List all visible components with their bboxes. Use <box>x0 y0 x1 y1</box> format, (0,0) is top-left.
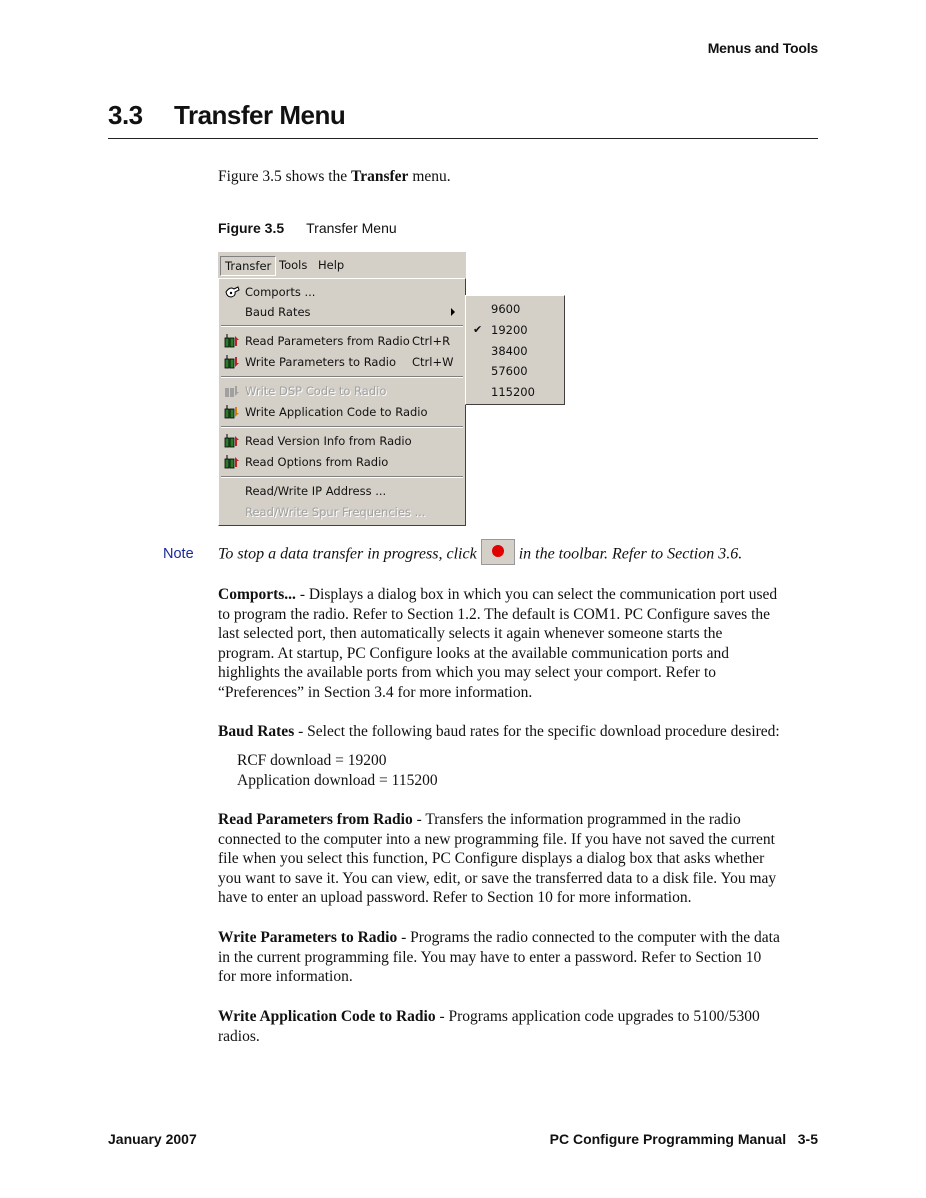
application-download: Application download = 115200 <box>237 772 438 789</box>
intro-pre: Figure 3.5 shows the <box>218 168 352 185</box>
section-number: 3.3 <box>108 100 143 130</box>
figure-caption-text: Transfer Menu <box>306 220 397 236</box>
menu-item-label: Read/Write Spur Frequencies ... <box>245 505 426 519</box>
menu-separator <box>221 476 463 478</box>
menu-item-label: Baud Rates <box>245 305 311 319</box>
note-label: Note <box>163 546 194 562</box>
baud-item-115200[interactable] <box>466 382 564 402</box>
baud-label: 57600 <box>491 364 528 378</box>
read-options-icon <box>224 455 241 469</box>
write-radio-icon <box>224 355 241 369</box>
menu-item-comports[interactable] <box>219 282 465 302</box>
menu-transfer[interactable]: Transfer <box>220 256 276 276</box>
baud-item-57600[interactable] <box>466 361 564 381</box>
menu-item-spur-frequencies <box>219 502 465 522</box>
menu-item-write-dsp-code <box>219 381 465 401</box>
menu-item-shortcut: Ctrl+R <box>412 334 451 348</box>
baud-label: 115200 <box>491 385 535 399</box>
read-radio-icon <box>224 334 241 348</box>
paragraph-line <box>218 1007 822 1027</box>
transfer-menu-screenshot <box>218 252 466 524</box>
read-version-icon <box>224 434 241 448</box>
heading-rule <box>108 138 818 139</box>
menu-item-write-parameters[interactable] <box>219 352 465 372</box>
write-dsp-icon <box>224 384 241 398</box>
menu-item-label: Read Options from Radio <box>245 455 389 469</box>
check-icon: ✔ <box>473 323 483 336</box>
paragraph-comports <box>218 585 822 703</box>
menu-item-label: Write DSP Code to Radio <box>245 384 387 398</box>
paragraph-write-parameters <box>218 928 822 987</box>
menu-item-label: Comports ... <box>245 285 316 299</box>
menu-separator <box>221 325 463 327</box>
submenu-arrow-icon <box>451 308 455 316</box>
menu-item-label: Write Parameters to Radio <box>245 355 397 369</box>
term-write-parameters: Write Parameters to Radio <box>218 929 398 946</box>
intro-post: menu. <box>408 168 451 185</box>
paragraph-line: “Preferences” in Section 3.4 for more information. <box>218 683 533 701</box>
term-write-application-code: Write Application Code to Radio <box>218 1008 436 1025</box>
write-app-icon <box>224 405 241 419</box>
note-text <box>218 545 742 565</box>
footer-title: PC Configure Programming Manual 3-5 <box>549 1131 818 1147</box>
baud-item-9600[interactable] <box>466 299 564 319</box>
intro-bold: Transfer <box>351 168 409 185</box>
menu-item-read-parameters[interactable] <box>219 331 465 351</box>
paragraph-read-parameters <box>218 810 822 908</box>
menu-item-ip-address[interactable] <box>219 481 465 501</box>
line-text: - Transfers the information programmed in the radio <box>412 811 741 828</box>
menu-item-shortcut: Ctrl+W <box>412 355 454 369</box>
baud-rates-submenu <box>465 295 565 405</box>
term-comports: Comports... <box>218 586 296 603</box>
menu-item-label: Read Parameters from Radio <box>245 334 410 348</box>
rcf-download: RCF download = 19200 <box>237 752 387 769</box>
term-baud-rates: Baud Rates <box>218 723 295 740</box>
menu-tools[interactable]: Tools <box>279 258 308 272</box>
paragraph-line: file when you select this function, PC Configure displays a dialog box that asks whether <box>218 850 765 868</box>
menu-item-label: Write Application Code to Radio <box>245 405 428 419</box>
baud-label: 38400 <box>491 344 528 358</box>
menu-separator <box>221 376 463 378</box>
paragraph-line <box>218 585 822 605</box>
baud-item-38400[interactable] <box>466 341 564 361</box>
comport-icon <box>224 285 241 299</box>
paragraph-line: for more information. <box>218 968 353 986</box>
paragraph-line: to program the radio. Refer to Section 1.2. The default is COM1. PC Configure saves the <box>218 605 771 623</box>
menu-bar <box>218 252 466 278</box>
paragraph-baud-rates <box>218 722 822 742</box>
menu-item-baud-rates[interactable] <box>219 302 465 322</box>
menu-separator <box>221 426 463 428</box>
footer-date: January 2007 <box>108 1131 197 1147</box>
stop-dot-icon <box>492 545 504 557</box>
stop-button-icon <box>481 539 515 565</box>
menu-item-label: Read Version Info from Radio <box>245 434 412 448</box>
line-text: - Programs application code upgrades to 5100/5300 <box>435 1008 760 1025</box>
line-text: - Displays a dialog box in which you can select the communication port used <box>295 586 778 603</box>
paragraph-line: radios. <box>218 1027 260 1045</box>
running-head: Menus and Tools <box>707 40 818 56</box>
paragraph-line: in the current programming file. You may have to enter a password. Refer to Section 10 <box>218 948 762 966</box>
line-text: - Select the following baud rates for the specific download procedure desired: <box>294 723 780 740</box>
paragraph-line: highlights the available ports from which you may select your comport. Refer to <box>218 664 717 682</box>
menu-item-label: Read/Write IP Address ... <box>245 484 387 498</box>
menu-help[interactable]: Help <box>318 258 345 272</box>
paragraph-line <box>218 810 822 830</box>
paragraph-line: connected to the computer into a new programming file. If you have not saved the current <box>218 830 775 848</box>
paragraph-line <box>218 928 822 948</box>
transfer-dropdown <box>218 278 466 526</box>
section-title: Transfer Menu <box>174 100 346 130</box>
menu-item-write-application-code[interactable] <box>219 402 465 422</box>
paragraph-line: last selected port, then automatically selects it again whenever someone starts the <box>218 625 723 643</box>
menu-item-read-options[interactable] <box>219 452 465 472</box>
baud-label: 19200 <box>491 323 528 337</box>
menu-item-read-version-info[interactable] <box>219 431 465 451</box>
figure-caption <box>218 220 397 236</box>
paragraph-write-application-code <box>218 1007 822 1046</box>
line-text: - Programs the radio connected to the computer with the data <box>397 929 780 946</box>
note-pre: To stop a data transfer in progress, click <box>218 545 477 563</box>
note-post: in the toolbar. Refer to Section 3.6. <box>518 545 743 563</box>
paragraph-line: you want to save it. You can view, edit, or save the transferred data to a disk file. You may <box>218 869 777 887</box>
baud-label: 9600 <box>491 302 521 316</box>
baud-item-19200[interactable] <box>466 320 564 340</box>
paragraph-line: have to enter an upload password. Refer to Section 10 for more information. <box>218 889 692 907</box>
figure-number: Figure 3.5 <box>218 220 285 236</box>
term-read-parameters: Read Parameters from Radio <box>218 811 413 828</box>
intro-sentence <box>218 167 451 187</box>
paragraph-line: program. At startup, PC Configure looks at the available communication ports and <box>218 644 729 662</box>
